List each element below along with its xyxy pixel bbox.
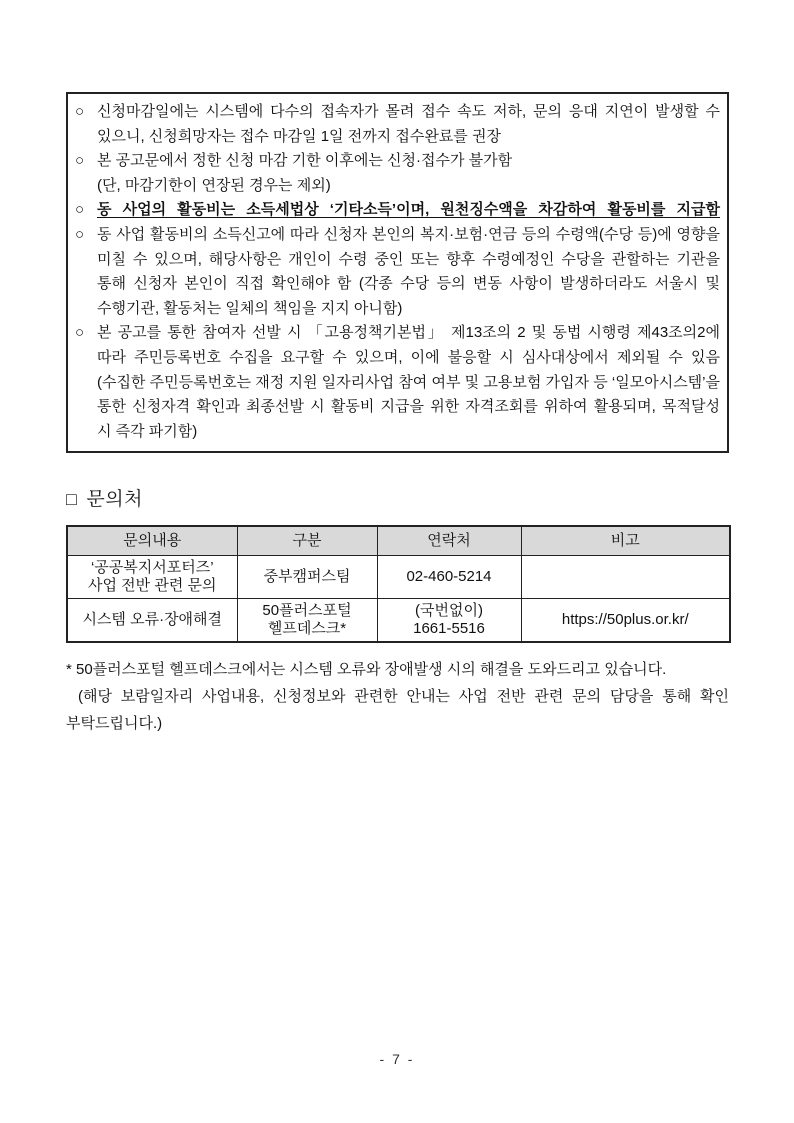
notice-text: 통해 신청자 본인이 직접 확인해야 함 (각종 수당 등의 변동 사항이 발생하더라도 서울시 및 (97, 275, 720, 293)
notice-text: 신청마감일에는 시스템에 다수의 접속자가 몰려 접수 속도 저하, 문의 응대 지연이 발생할 수 (97, 103, 720, 120)
square-bullet-icon: □ (66, 489, 78, 510)
footnote (66, 656, 729, 737)
cell-text: 헬프데스크* (267, 620, 347, 638)
section-title: 문의처 (86, 489, 143, 511)
notice-text: 수행기관, 활동처는 일체의 책임을 지지 아니함) (97, 299, 403, 317)
circle-bullet-icon: ○ (75, 324, 85, 342)
circle-bullet-icon: ○ (75, 103, 85, 120)
header-category: 구분 (237, 526, 377, 556)
notice-line (75, 371, 720, 396)
notice-box (66, 92, 729, 453)
notice-line (75, 272, 720, 297)
notice-line (75, 248, 720, 273)
document-content (66, 0, 729, 737)
cell-category (237, 556, 377, 599)
circle-bullet-icon: ○ (75, 152, 85, 170)
notice-line (75, 100, 720, 125)
table-header-row (67, 526, 730, 556)
notice-line (75, 321, 720, 346)
cell-remarks (521, 556, 730, 599)
cell-text: 시스템 오류·장애해결 (82, 611, 223, 629)
cell-text: 1661-5516 (413, 620, 485, 638)
cell-inquiry-content (67, 556, 237, 599)
notice-text: 미칠 수 있으며, 해당사항은 개인이 수령 중인 또는 향후 수령예정인 수당을 관할하는 기관을 (97, 250, 720, 268)
portal-url-text: https://50plus.or.kr/ (561, 611, 689, 629)
contact-table (66, 525, 731, 643)
notice-line (75, 346, 720, 371)
cell-category (237, 599, 377, 643)
notice-line (75, 223, 720, 248)
notice-text-bold-underline: 동 사업의 활동비는 소득세법상 ‘기타소득’이며, 원천징수액을 차감하여 활동비를 지급함 (97, 201, 720, 219)
cell-text: ‘공공복지서포터즈’ (90, 559, 214, 577)
cell-text: 50플러스포털 (262, 602, 352, 620)
header-inquiry-content: 문의내용 (67, 526, 237, 556)
notice-text: (단, 마감기한이 연장된 경우는 제외) (97, 176, 331, 194)
section-heading-contacts (66, 484, 729, 511)
cell-contact (377, 599, 521, 643)
notice-line (75, 297, 720, 322)
table-row (67, 556, 730, 599)
notice-text: 본 공고를 통한 참여자 선발 시 「고용정책기본법」 제13조의 2 및 동법 시행령 제43조의2에 (97, 324, 720, 342)
notice-text: (수집한 주민등록번호는 재정 지원 일자리사업 참여 여부 및 고용보험 가입자 등 ‘일모아시스템’을 (97, 373, 720, 391)
notice-text: 있으니, 신청희망자는 접수 마감일 1일 전까지 접수완료를 권장 (97, 127, 501, 145)
notice-line (75, 149, 720, 174)
notice-line (75, 174, 720, 199)
notice-line (75, 125, 720, 150)
cell-remarks (521, 599, 730, 643)
notice-line (75, 395, 720, 420)
footnote-line: 부탁드립니다.) (66, 715, 163, 733)
cell-text: 02-460-5214 (406, 568, 492, 586)
cell-inquiry-content (67, 599, 237, 643)
cell-text: 사업 전반 관련 문의 (88, 577, 217, 595)
footnote-line: * 50플러스포털 헬프데스크에서는 시스템 오류와 장애발생 시의 해결을 도와드리고 있습니다. (66, 661, 667, 679)
cell-text: 중부캠퍼스팀 (263, 568, 351, 586)
notice-text: 통한 신청자격 확인과 최종선발 시 활동비 지급을 위한 자격조회를 위하여 활용되며, 목적달성 (97, 398, 720, 416)
header-remarks: 비고 (521, 526, 730, 556)
circle-bullet-icon: ○ (75, 201, 85, 219)
header-contact: 연락처 (377, 526, 521, 556)
notice-line (75, 420, 720, 445)
cell-contact (377, 556, 521, 599)
footnote-line: (해당 보람일자리 사업내용, 신청정보와 관련한 안내는 사업 전반 관련 문의 담당을 통해 확인 (78, 688, 729, 706)
table-row (67, 599, 730, 643)
notice-text: 시 즉각 파기함) (97, 422, 198, 440)
cell-text: (국번없이) (415, 602, 483, 620)
notice-text: 본 공고문에서 정한 신청 마감 기한 이후에는 신청·접수가 불가함 (97, 152, 513, 170)
notice-line-emphasized (75, 198, 720, 223)
circle-bullet-icon: ○ (75, 225, 85, 243)
notice-text: 따라 주민등록번호 수집을 요구할 수 있으며, 이에 불응할 시 심사대상에서 제외될 수 있음 (97, 348, 720, 366)
notice-text: 동 사업 활동비의 소득신고에 따라 신청자 본인의 복지·보험·연금 등의 수령액(수당 등)에 영향을 (97, 225, 720, 243)
page-number: - 7 - (379, 1051, 415, 1067)
